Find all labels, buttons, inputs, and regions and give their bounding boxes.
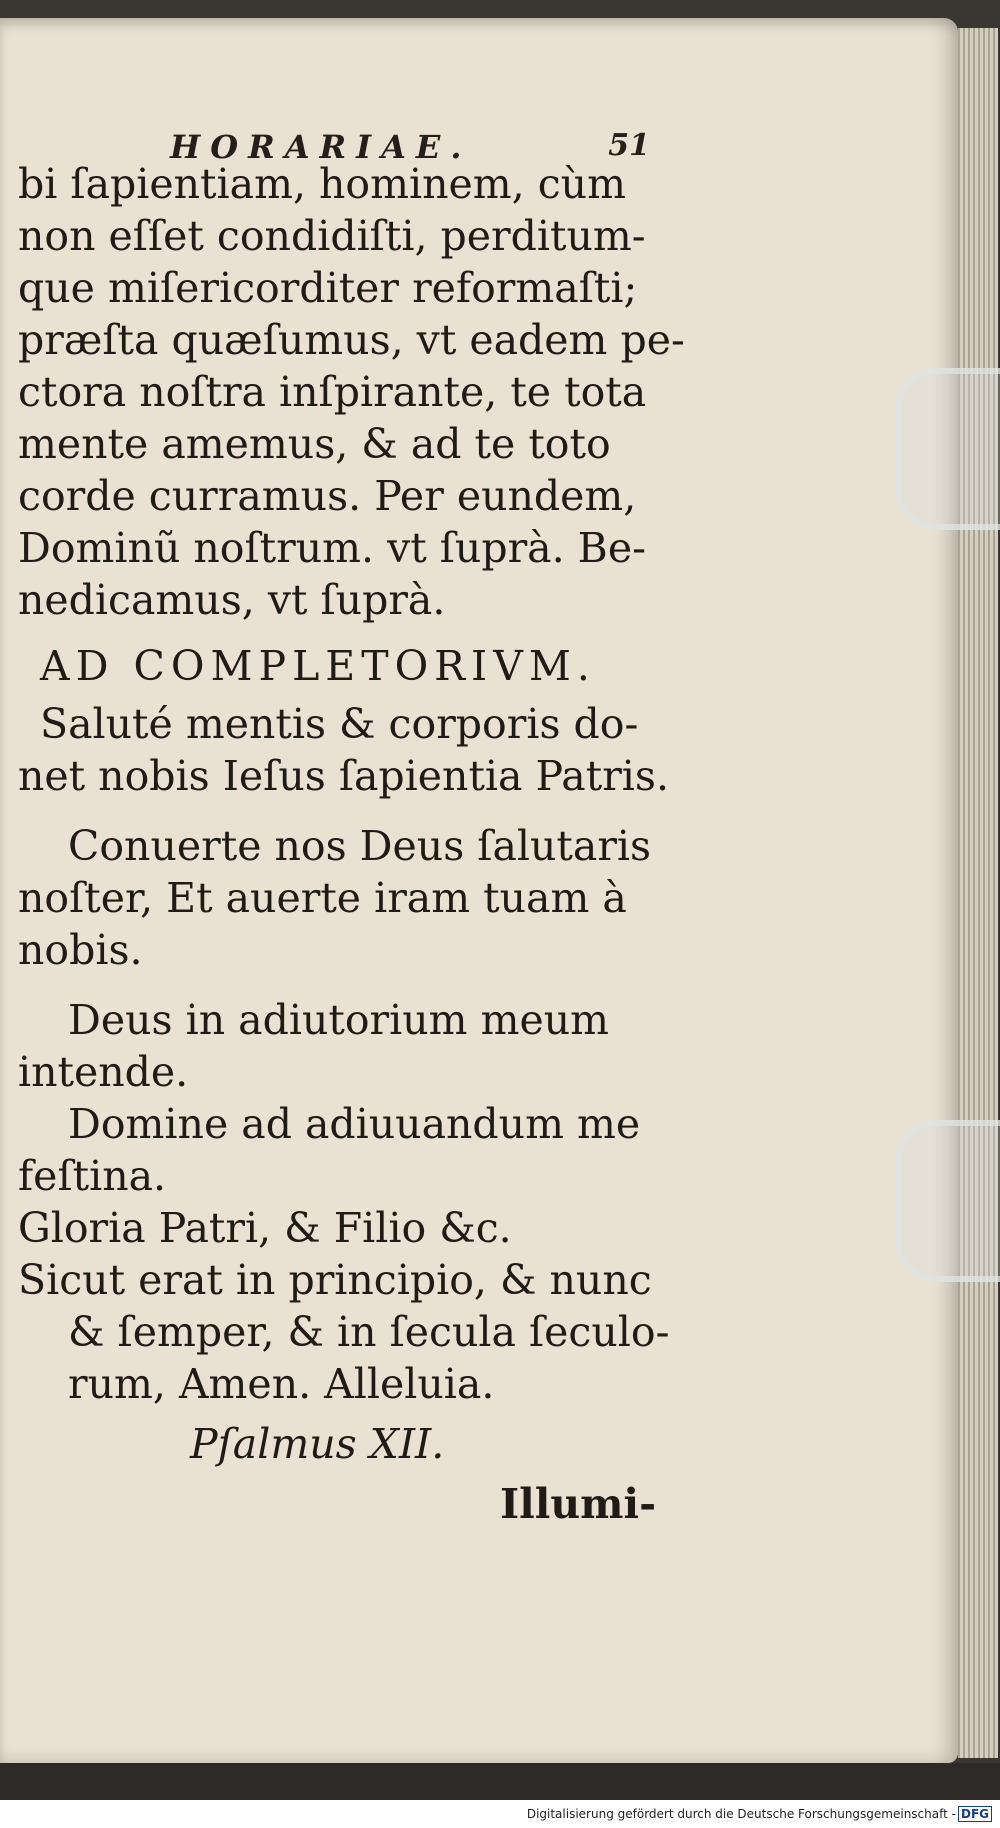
text-line: Saluté mentis & corporis do- — [40, 700, 639, 748]
text-line: non eſſet condidiſti, perditum- — [18, 212, 646, 260]
catchword: Illumi- — [500, 1480, 657, 1528]
text-line: Gloria Patri, & Filio &c. — [18, 1204, 512, 1252]
section-heading: AD COMPLETORIVM. — [40, 642, 596, 690]
footer-credit-text: Digitalisierung gefördert durch die Deutsche Forschungsgemeinschaft - — [526, 1807, 956, 1821]
text-line: noſter, Et auerte iram tuam à — [18, 874, 627, 922]
text-line: & ſemper, & in ſecula ſeculo- — [68, 1308, 670, 1356]
footer-bar — [0, 1800, 1000, 1828]
psalm-heading: Pſalmus XII. — [190, 1420, 445, 1468]
text-line: nedicamus, vt ſuprà. — [18, 576, 446, 624]
text-line: corde curramus. Per eundem, — [18, 472, 637, 520]
text-line: Dominũ noſtrum. vt ſuprà. Be- — [18, 524, 646, 572]
text-line: que miſericorditer reformaſti; — [18, 264, 638, 312]
text-line: net nobis Ieſus ſapientia Patris. — [18, 752, 669, 800]
text-line: Deus in adiutorium meum — [68, 996, 609, 1044]
footer-credit — [527, 1800, 1000, 1828]
text-line: nobis. — [18, 926, 143, 974]
text-line: Domine ad adiuuandum me — [68, 1100, 641, 1148]
text-line: Conuerte nos Deus ſalutaris — [68, 822, 652, 870]
page-clip-top — [895, 368, 1000, 530]
running-title: HORARIAE. — [170, 128, 472, 166]
book-cover-edge — [0, 1763, 1000, 1800]
text-line: intende. — [18, 1048, 189, 1096]
text-line: bi ſapientiam, hominem, cùm — [18, 160, 626, 208]
text-line: feſtina. — [18, 1152, 167, 1200]
text-line: mente amemus, & ad te toto — [18, 420, 611, 468]
text-line: præſta quæſumus, vt eadem pe- — [18, 316, 685, 364]
text-line: ctora noſtra inſpirante, te tota — [18, 368, 647, 416]
page-edges — [958, 28, 998, 1758]
text-line: Sicut erat in principio, & nunc — [18, 1256, 652, 1304]
dfg-logo: DFG — [958, 1806, 992, 1822]
text-line: rum, Amen. Alleluia. — [68, 1360, 495, 1408]
folio-number: 51 — [608, 128, 650, 163]
page-clip-bottom — [895, 1120, 1000, 1282]
